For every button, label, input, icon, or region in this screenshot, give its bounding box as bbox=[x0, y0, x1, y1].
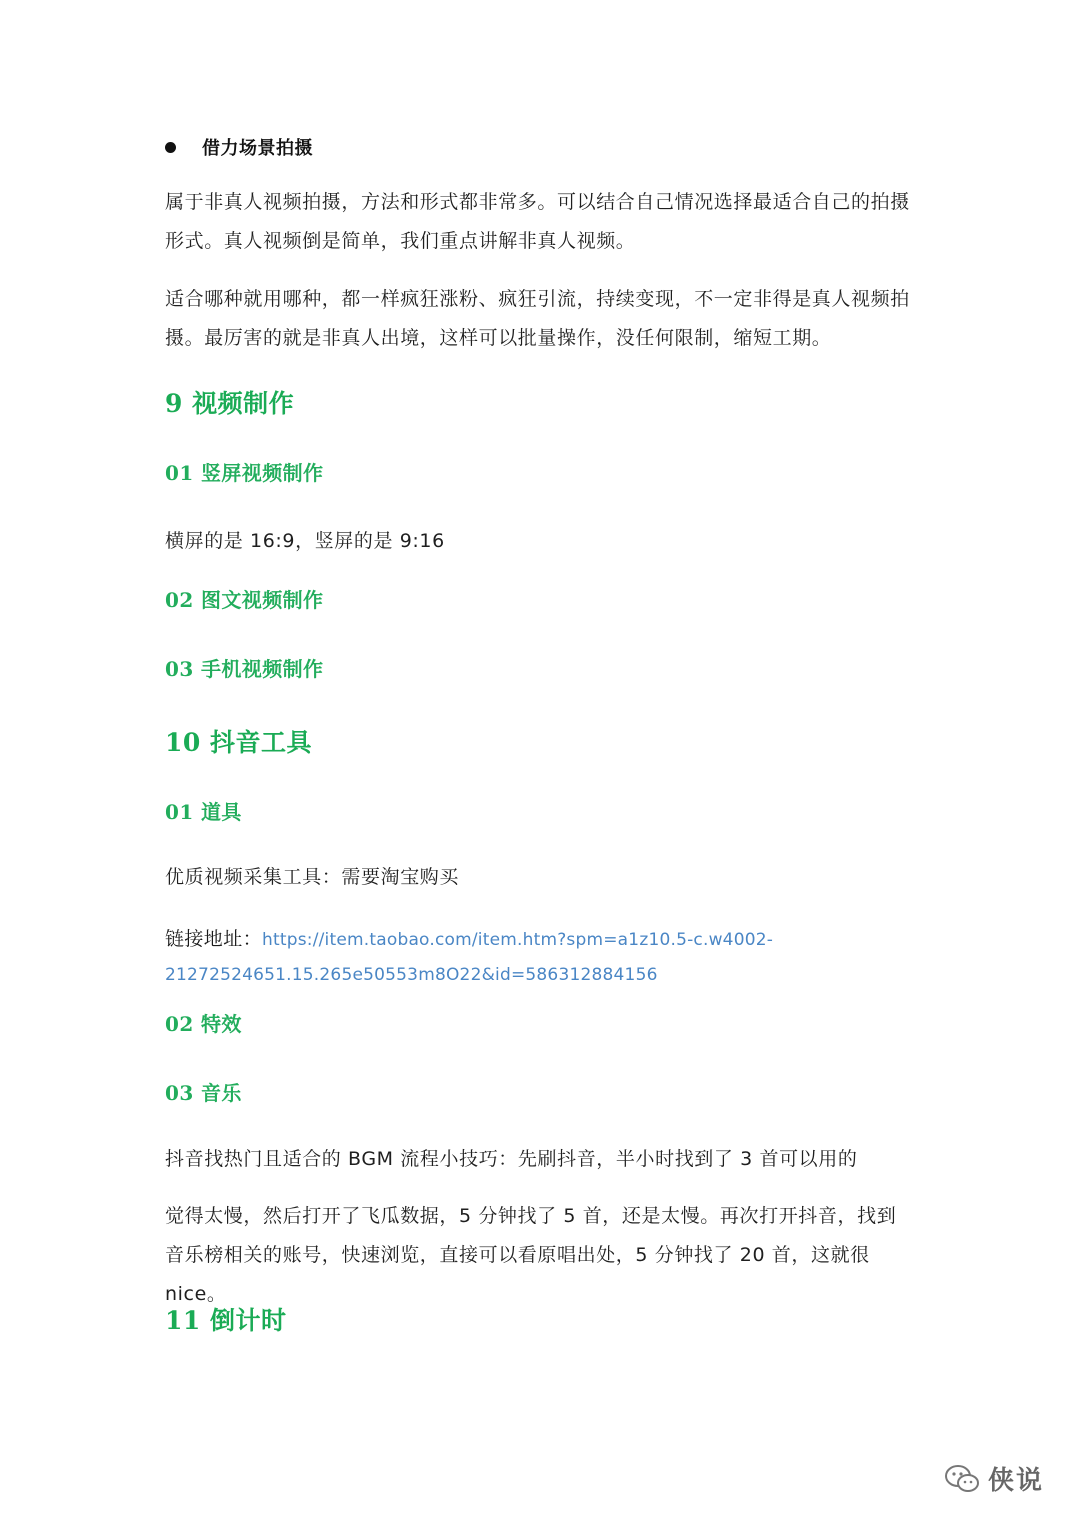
section-10-sub3-heading: 03 音乐 bbox=[165, 1081, 242, 1105]
watermark bbox=[944, 1460, 1044, 1497]
section-10-heading: 10 抖音工具 bbox=[165, 728, 312, 757]
section-9-sub3-heading: 03 手机视频制作 bbox=[165, 657, 324, 681]
section-10-sub1-heading: 01 道具 bbox=[165, 800, 242, 824]
watermark-text: 侠说 bbox=[987, 1466, 1044, 1496]
paragraph-2: 适合哪种就用哪种，都一样疯狂涨粉、疯狂引流，持续变现，不一定非得是真人视频拍摄。最厉害的就是非真人出境，这样可以批量操作，没任何限制，缩短工期。 bbox=[165, 288, 910, 349]
taobao-link[interactable]: https://item.taobao.com/item.htm?spm=a1z10.5-c.w4002-21272524651.15.265e50553m8O22&id=586312884156 bbox=[165, 930, 774, 985]
wechat-icon bbox=[944, 1464, 980, 1494]
link-label: 链接地址： bbox=[165, 928, 263, 950]
section-11-heading: 11 倒计时 bbox=[165, 1306, 287, 1335]
bullet-dot bbox=[165, 142, 176, 153]
section-9-heading: 9 视频制作 bbox=[165, 389, 295, 418]
bullet-item bbox=[165, 132, 313, 162]
paragraph-1: 属于非真人视频拍摄，方法和形式都非常多。可以结合自己情况选择最适合自己的拍摄形式。真人视频倒是简单，我们重点讲解非真人视频。 bbox=[165, 191, 910, 252]
tool-text: 优质视频采集工具：需要淘宝购买 bbox=[165, 866, 460, 888]
music-paragraph-2: 觉得太慢，然后打开了飞瓜数据，5 分钟找了 5 首，还是太慢。再次打开抖音，找到音乐榜相关的账号，快速浏览，直接可以看原唱出处，5 分钟找了 20 首，这就很 nice。 bbox=[165, 1205, 897, 1305]
section-9-sub2-heading: 02 图文视频制作 bbox=[165, 588, 324, 612]
music-paragraph-1: 抖音找热门且适合的 BGM 流程小技巧：先刷抖音，半小时找到了 3 首可以用的 bbox=[165, 1148, 858, 1170]
section-10-sub2-heading: 02 特效 bbox=[165, 1012, 242, 1036]
aspect-ratio-text: 横屏的是 16:9，竖屏的是 9:16 bbox=[165, 530, 445, 552]
bullet-title: 借力场景拍摄 bbox=[202, 138, 313, 159]
link-paragraph bbox=[165, 922, 915, 992]
section-9-sub1-heading: 01 竖屏视频制作 bbox=[165, 461, 324, 485]
